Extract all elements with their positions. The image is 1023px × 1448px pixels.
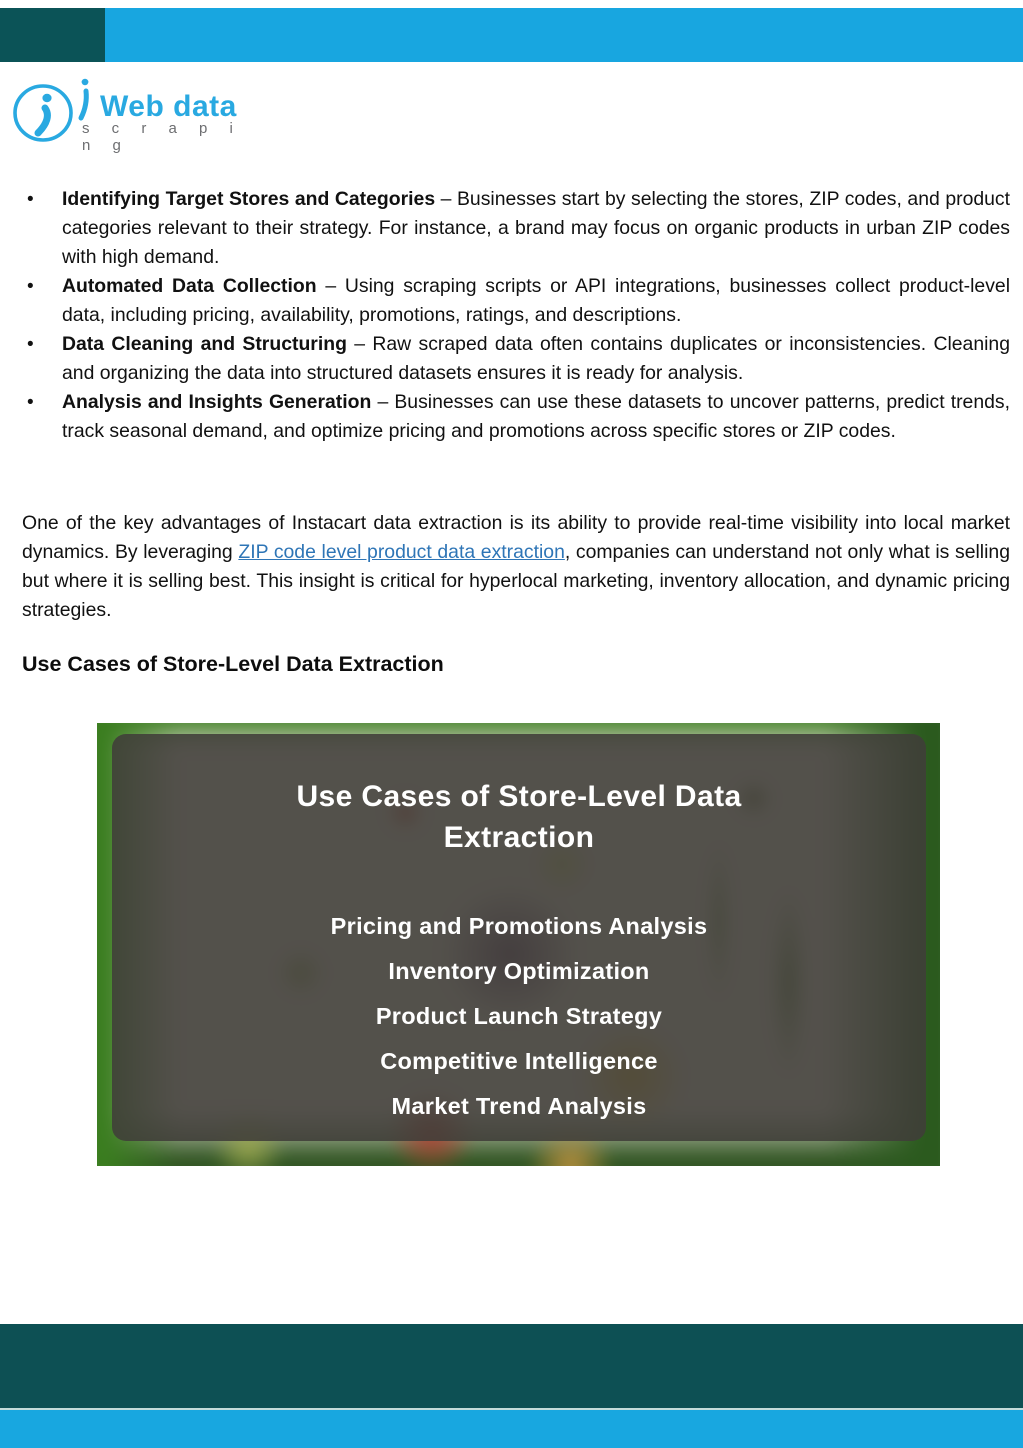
logo-subtitle: s c r a p i n g	[82, 120, 242, 154]
zip-code-extraction-link[interactable]: ZIP code level product data extraction	[238, 541, 565, 563]
header-teal-block	[0, 8, 105, 62]
logo-wordmark: Web data	[100, 90, 237, 123]
list-item	[22, 272, 1010, 330]
card-title: Use Cases of Store-Level Data Extraction	[296, 780, 742, 854]
logo-circle-i-icon	[12, 84, 74, 144]
bullet-text: – Businesses can use these datasets to uncover patterns, predict trends, track seasonal demand, and optimize pricing and promotions across specific stores or ZIP codes.	[62, 391, 1010, 442]
use-case-item: Inventory Optimization	[388, 958, 650, 984]
use-case-item: Market Trend Analysis	[391, 1093, 647, 1119]
advantages-paragraph	[22, 509, 1010, 625]
use-cases-card	[112, 734, 926, 1141]
bullet-lead: Analysis and Insights Generation	[62, 391, 372, 413]
bullet-text: – Raw scraped data often contains duplicates or inconsistencies. Cleaning and organizing the data into structured datasets ensures it is ready for analysis.	[62, 333, 1010, 384]
use-cases-figure	[97, 723, 940, 1166]
process-bullet-list	[22, 185, 1010, 446]
paragraph-text: One of the key advantages of Instacart data extraction is its ability to provide real-time visibility into local market dynamics. By leveraging	[22, 512, 1010, 563]
bullet-icon: •	[27, 189, 34, 210]
section-heading: Use Cases of Store-Level Data Extraction	[22, 652, 444, 676]
header-blue-bar	[105, 8, 1023, 62]
iwebdata-logo	[12, 70, 272, 154]
list-item	[22, 330, 1010, 388]
footer-blue-bar	[0, 1410, 1023, 1448]
bullet-lead: Automated Data Collection	[62, 275, 317, 297]
bullet-text: – Businesses start by selecting the stores, ZIP codes, and product categories relevant to their strategy. For instance, a brand may focus on organic products in urban ZIP codes with high demand.	[62, 188, 1011, 268]
footer-teal-bar	[0, 1324, 1023, 1408]
use-case-item: Pricing and Promotions Analysis	[330, 913, 708, 939]
list-item	[22, 388, 1010, 446]
bullet-lead: Identifying Target Stores and Categories	[62, 188, 436, 210]
bullet-lead: Data Cleaning and Structuring	[62, 333, 347, 355]
bullet-icon: •	[27, 392, 34, 413]
use-case-item: Product Launch Strategy	[375, 1003, 663, 1029]
list-item	[22, 185, 1010, 272]
use-cases-list	[112, 904, 926, 1129]
logo-small-i-icon	[76, 74, 92, 122]
bullet-icon: •	[27, 276, 34, 297]
use-case-item: Competitive Intelligence	[380, 1048, 658, 1074]
bullet-text: – Using scraping scripts or API integrations, businesses collect product-level data, including pricing, availability, promotions, ratings, and descriptions.	[62, 275, 1010, 326]
paragraph-text: , companies can understand not only what is selling but where it is selling best. This insight is critical for hyperlocal marketing, inventory allocation, and dynamic pricing strategies.	[22, 541, 1010, 621]
bullet-icon: •	[27, 334, 34, 355]
